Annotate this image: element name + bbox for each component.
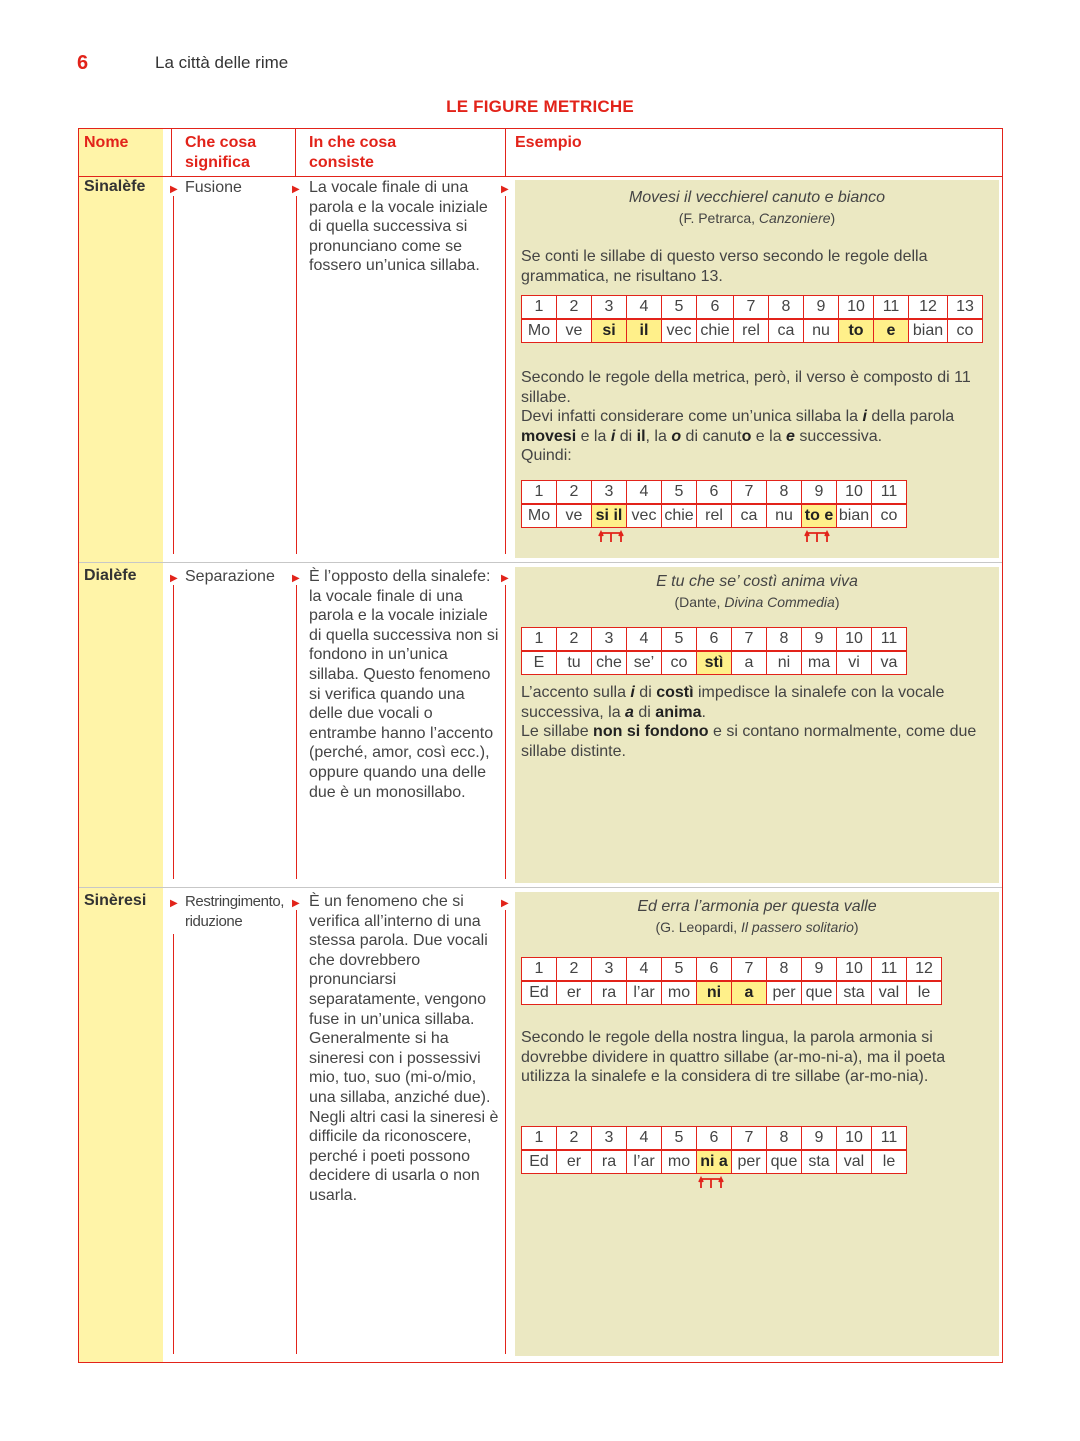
syllable-parts — [522, 504, 907, 528]
syllable-cell: er — [557, 1150, 592, 1174]
pointer-icon: ▶ — [501, 898, 509, 909]
syllable-numbers — [522, 481, 907, 505]
header-significa: Che cosa significa — [185, 134, 257, 171]
syllable-number: 7 — [734, 296, 769, 320]
syllable-number: 12 — [909, 296, 948, 320]
syllable-number: 5 — [662, 296, 697, 320]
syllable-parts — [522, 651, 907, 675]
figure-name: Dialèfe — [84, 567, 137, 584]
fusion-arrow-icon — [598, 529, 624, 543]
example-box — [515, 180, 999, 558]
syllable-cell: a — [732, 651, 767, 675]
syllable-cell: val — [837, 1150, 872, 1174]
syllable-number: 1 — [522, 296, 557, 320]
syllable-cell: ve — [557, 504, 592, 528]
syllable-cell: E — [522, 651, 557, 675]
syllable-cell: Mo — [522, 504, 557, 528]
syllable-cell: vec — [662, 319, 697, 343]
table-header — [79, 129, 1002, 177]
syllable-cell: to e — [802, 504, 837, 528]
syllable-number: 13 — [948, 296, 983, 320]
syllable-cell: ni a — [697, 1150, 732, 1174]
syllable-cell: vi — [837, 651, 872, 675]
syllable-table-grammar — [521, 957, 942, 1005]
pointer-icon: ▶ — [501, 573, 509, 584]
syllable-cell: che — [592, 651, 627, 675]
syllable-number: 4 — [627, 628, 662, 652]
syllable-number: 7 — [732, 1127, 767, 1151]
syllable-number: 10 — [837, 958, 872, 982]
figure-description: È un fenomeno che si verifica all’interno di una stessa parola. Due vocali che dovrebbero pronunciarsi separatamente, vengono fuse in un’unica sillaba. Generalmente si ha sineresi con i possessivi mio, tuo, suo (mi-o/mio, una sillaba, anziché due). Negli altri casi la sineresi è difficile da riconoscere, perché i poeti possono decidere di usarla o non usarla. — [309, 893, 499, 1204]
syllable-number: 3 — [592, 1127, 627, 1151]
syllable-number: 8 — [769, 296, 804, 320]
example-verse: Movesi il vecchierel canuto e bianco — [628, 189, 886, 206]
figure-name: Sinèresi — [84, 892, 147, 909]
header-consiste: In che cosa consiste — [309, 134, 397, 171]
syllable-cell: stì — [697, 651, 732, 675]
syllable-number: 8 — [767, 958, 802, 982]
syllable-number: 2 — [557, 481, 592, 505]
pointer-icon: ▶ — [170, 573, 178, 584]
table-row-dialefe — [79, 565, 1002, 887]
syllable-cell: per — [767, 981, 802, 1005]
example-box — [515, 567, 999, 883]
syllable-parts — [522, 981, 942, 1005]
syllable-cell: ra — [592, 1150, 627, 1174]
syllable-number: 8 — [767, 1127, 802, 1151]
fusion-arrow-icon — [804, 529, 830, 543]
syllable-number: 2 — [557, 296, 592, 320]
figure-description: È l’opposto della sinalefe: la vocale finale di una parola e la vocale iniziale di quella successiva non si fondono in un’unica sillaba. Questo fenomeno si verifica quando una delle due vocali o entrambe hanno l’accento (perché, amor, così ecc.), oppure quando una delle due è un monosillabo. — [309, 568, 499, 801]
page-title: LE FIGURE METRICHE — [446, 97, 634, 116]
syllable-number: 6 — [697, 481, 732, 505]
syllable-number: 9 — [802, 1127, 837, 1151]
verse-source: (G. Leopardi, Il passero solitario) — [655, 919, 859, 935]
pointer-icon: ▶ — [292, 573, 300, 584]
syllable-numbers — [522, 296, 983, 320]
syllable-cell: e — [874, 319, 909, 343]
syllable-number: 2 — [557, 1127, 592, 1151]
syllable-table — [521, 627, 907, 675]
syllable-numbers — [522, 628, 907, 652]
syllable-cell: nu — [804, 319, 839, 343]
syllable-number: 4 — [627, 481, 662, 505]
syllable-number: 9 — [804, 296, 839, 320]
syllable-number: 7 — [732, 628, 767, 652]
syllable-number: 4 — [627, 296, 662, 320]
syllable-cell: ca — [732, 504, 767, 528]
metric-figures-table — [78, 128, 1003, 1363]
syllable-cell: to — [839, 319, 874, 343]
syllable-table-grammar — [521, 295, 983, 343]
syllable-cell: nu — [767, 504, 802, 528]
pointer-icon: ▶ — [170, 184, 178, 195]
syllable-cell: bian — [837, 504, 872, 528]
syllable-cell: l’ar — [627, 1150, 662, 1174]
syllable-cell: Ed — [522, 981, 557, 1005]
syllable-number: 8 — [767, 628, 802, 652]
syllable-number: 6 — [697, 1127, 732, 1151]
syllable-number: 9 — [802, 481, 837, 505]
syllable-number: 12 — [907, 958, 942, 982]
syllable-cell: le — [872, 1150, 907, 1174]
syllable-number: 11 — [872, 1127, 907, 1151]
syllable-cell: bian — [909, 319, 948, 343]
syllable-number: 6 — [697, 958, 732, 982]
syllable-cell: ra — [592, 981, 627, 1005]
syllable-number: 6 — [697, 628, 732, 652]
syllable-number: 1 — [522, 958, 557, 982]
example-box — [515, 892, 999, 1356]
syllable-number: 11 — [872, 628, 907, 652]
syllable-cell: rel — [734, 319, 769, 343]
syllable-number: 5 — [662, 481, 697, 505]
example-explanation: L’accento sulla i di costì impedisce la sinalefe con la vocale successiva, la a di anima. Le sillabe non si fondono e si contano normalmente, come due sillabe distinte. — [521, 684, 977, 760]
syllable-cell: ni — [697, 981, 732, 1005]
syllable-cell: si — [592, 319, 627, 343]
syllable-table-metric — [521, 480, 907, 528]
pointer-icon: ▶ — [170, 898, 178, 909]
syllable-cell: que — [802, 981, 837, 1005]
syllable-number: 1 — [522, 1127, 557, 1151]
syllable-numbers — [522, 958, 942, 982]
table-row-sinalefe — [79, 176, 1002, 562]
syllable-cell: co — [872, 504, 907, 528]
header-esempio: Esempio — [515, 134, 582, 151]
running-head: La città delle rime — [155, 53, 289, 72]
syllable-cell: sta — [837, 981, 872, 1005]
figure-name: Sinalèfe — [84, 178, 146, 195]
syllable-number: 3 — [592, 958, 627, 982]
syllable-cell: va — [872, 651, 907, 675]
syllable-number: 3 — [592, 481, 627, 505]
figure-meaning: Separazione — [185, 568, 275, 585]
syllable-number: 9 — [802, 958, 837, 982]
syllable-cell: sta — [802, 1150, 837, 1174]
syllable-cell: ma — [802, 651, 837, 675]
syllable-number: 9 — [802, 628, 837, 652]
syllable-cell: l’ar — [627, 981, 662, 1005]
syllable-number: 5 — [662, 1127, 697, 1151]
syllable-number: 5 — [662, 958, 697, 982]
syllable-number: 10 — [837, 1127, 872, 1151]
syllable-cell: er — [557, 981, 592, 1005]
example-intro: Se conti le sillabe di questo verso secondo le regole della grammatica, ne risultano 13. — [521, 248, 928, 285]
syllable-cell: ni — [767, 651, 802, 675]
syllable-number: 4 — [627, 958, 662, 982]
figure-description: La vocale finale di una parola e la vocale iniziale di quella successiva si pronunciano come se fossero un’unica sillaba. — [309, 179, 488, 275]
pointer-icon: ▶ — [292, 184, 300, 195]
syllable-cell: vec — [627, 504, 662, 528]
example-explanation: Secondo le regole della nostra lingua, la parola armonia si dovrebbe dividere in quattro sillabe (ar-mo-ni-a), ma il poeta utilizza la sinalefe e la considera di tre sillabe (ar-mo-nia). — [521, 1029, 946, 1086]
page-number: 6 — [77, 52, 89, 74]
syllable-cell: Ed — [522, 1150, 557, 1174]
syllable-number: 2 — [557, 628, 592, 652]
syllable-parts — [522, 1150, 907, 1174]
syllable-cell: ve — [557, 319, 592, 343]
syllable-cell: se’ — [627, 651, 662, 675]
syllable-number: 10 — [837, 628, 872, 652]
syllable-cell: mo — [662, 981, 697, 1005]
syllable-number: 7 — [732, 481, 767, 505]
syllable-cell: mo — [662, 1150, 697, 1174]
syllable-cell: a — [732, 981, 767, 1005]
syllable-number: 10 — [839, 296, 874, 320]
syllable-cell: si il — [592, 504, 627, 528]
syllable-cell: il — [627, 319, 662, 343]
syllable-cell: ca — [769, 319, 804, 343]
pointer-icon: ▶ — [292, 898, 300, 909]
syllable-parts — [522, 319, 983, 343]
syllable-cell: que — [767, 1150, 802, 1174]
syllable-number: 4 — [627, 1127, 662, 1151]
syllable-table-metric — [521, 1126, 907, 1174]
example-verse: E tu che se’ costì anima viva — [656, 573, 858, 590]
syllable-cell: co — [948, 319, 983, 343]
syllable-number: 11 — [872, 958, 907, 982]
figure-meaning: Fusione — [185, 179, 242, 196]
syllable-number: 6 — [697, 296, 734, 320]
syllable-number: 3 — [592, 296, 627, 320]
syllable-number: 11 — [874, 296, 909, 320]
example-explanation: Secondo le regole della metrica, però, il verso è composto di 11 sillabe. Devi infatti considerare come un’unica sillaba la i della parola movesi e la i di il, la o di canuto e la e successiva. Quindi: — [521, 369, 971, 465]
syllable-cell: chie — [662, 504, 697, 528]
syllable-cell: tu — [557, 651, 592, 675]
verse-source: (F. Petrarca, Canzoniere) — [678, 210, 836, 226]
syllable-cell: chie — [697, 319, 734, 343]
syllable-number: 5 — [662, 628, 697, 652]
syllable-number: 11 — [872, 481, 907, 505]
example-verse: Ed erra l’armonia per questa valle — [637, 898, 877, 915]
fusion-arrow-icon — [698, 1175, 724, 1189]
syllable-number: 10 — [837, 481, 872, 505]
syllable-cell: Mo — [522, 319, 557, 343]
syllable-cell: rel — [697, 504, 732, 528]
syllable-cell: per — [732, 1150, 767, 1174]
syllable-number: 1 — [522, 481, 557, 505]
syllable-number: 2 — [557, 958, 592, 982]
figure-meaning: Restringimento, riduzione — [185, 893, 285, 930]
pointer-icon: ▶ — [501, 184, 509, 195]
syllable-number: 7 — [732, 958, 767, 982]
syllable-number: 3 — [592, 628, 627, 652]
table-row-sineresi — [79, 890, 1002, 1362]
syllable-cell: val — [872, 981, 907, 1005]
syllable-numbers — [522, 1127, 907, 1151]
syllable-number: 1 — [522, 628, 557, 652]
syllable-number: 8 — [767, 481, 802, 505]
verse-source: (Dante, Divina Commedia) — [674, 594, 840, 610]
syllable-cell: co — [662, 651, 697, 675]
syllable-cell: le — [907, 981, 942, 1005]
header-nome: Nome — [84, 134, 129, 151]
